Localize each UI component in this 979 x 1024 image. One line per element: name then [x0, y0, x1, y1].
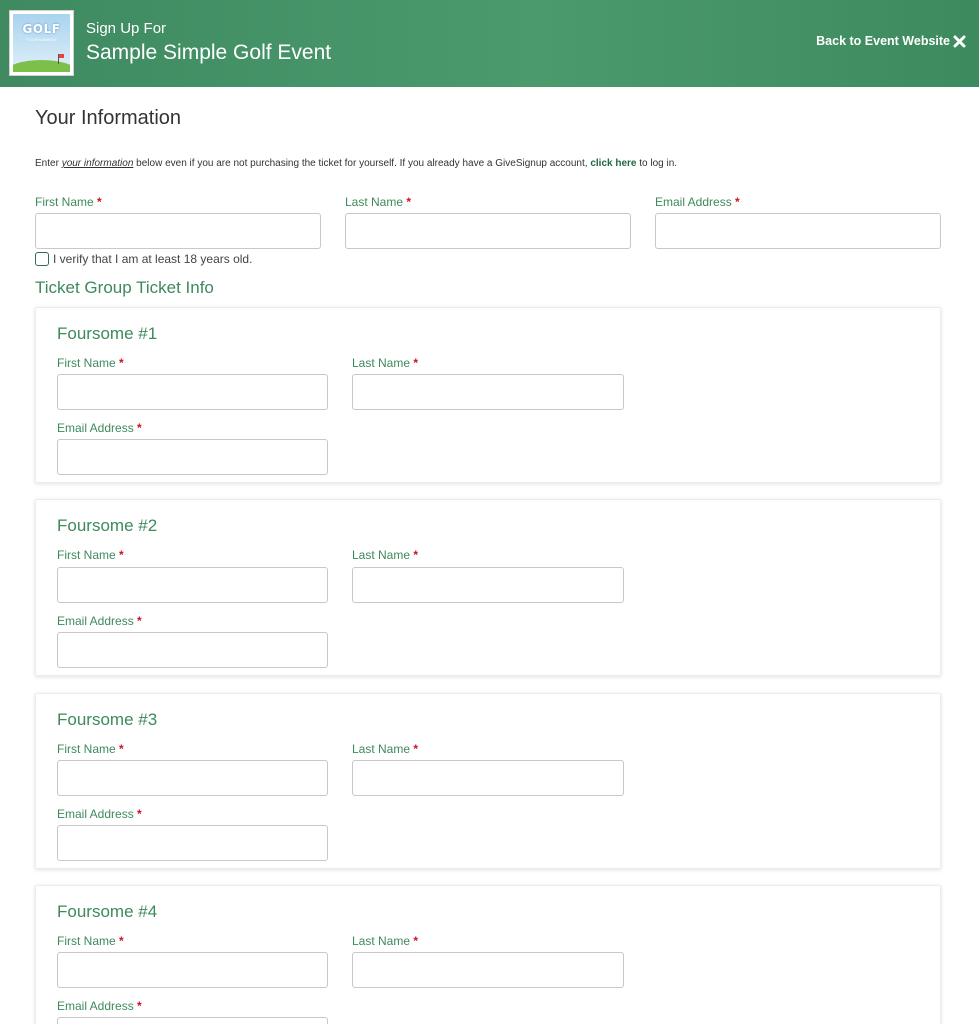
- event-logo: [9, 10, 74, 76]
- foursome-title: Foursome #3: [57, 710, 158, 729]
- age-verify-checkbox[interactable]: [35, 252, 49, 266]
- foursome-last-name-input[interactable]: [352, 760, 624, 796]
- your-information-title: Your Information: [35, 107, 182, 129]
- foursome-email-label: [57, 614, 142, 628]
- label-text: Last Name: [352, 934, 411, 948]
- label-text: Email Address: [57, 807, 134, 821]
- flag-icon: [58, 54, 59, 64]
- first-name-label: [35, 195, 102, 209]
- required-marker: *: [97, 195, 102, 209]
- email-label-text: Email Address: [655, 195, 732, 209]
- label-text: First Name: [57, 548, 116, 562]
- back-to-event-link[interactable]: [816, 34, 966, 48]
- foursome-card-3: [35, 693, 941, 869]
- foursome-first-name-label: [57, 934, 124, 948]
- intro-text: [35, 158, 677, 169]
- last-name-input[interactable]: [345, 213, 631, 249]
- signup-for-label: Sign Up For: [86, 20, 167, 37]
- label-text: Last Name: [352, 356, 411, 370]
- foursome-last-name-input[interactable]: [352, 567, 624, 603]
- foursome-email-label: [57, 807, 142, 821]
- foursome-email-input[interactable]: [57, 439, 328, 475]
- label-text: Email Address: [57, 421, 134, 435]
- foursome-last-name-label: [352, 742, 418, 756]
- logo-text: GOLF: [22, 22, 61, 36]
- main-content: [0, 87, 979, 1024]
- foursome-email-input[interactable]: [57, 1017, 328, 1024]
- required-marker: *: [137, 614, 142, 628]
- age-verify-label: I verify that I am at least 18 years old.: [53, 252, 253, 266]
- golf-logo-image: [13, 14, 70, 72]
- label-text: Email Address: [57, 614, 134, 628]
- foursome-email-input[interactable]: [57, 632, 328, 668]
- required-marker: *: [413, 356, 419, 370]
- foursome-last-name-label: [352, 934, 418, 948]
- required-marker: *: [119, 548, 124, 562]
- intro-emphasis: your information: [61, 158, 134, 169]
- foursome-first-name-input[interactable]: [57, 952, 328, 988]
- first-name-label-text: First Name: [35, 195, 94, 209]
- foursome-card-2: [35, 499, 941, 676]
- foursome-last-name-label: [352, 548, 418, 562]
- foursome-title: Foursome #1: [57, 324, 158, 343]
- close-icon: [953, 35, 966, 48]
- label-text: Last Name: [352, 548, 411, 562]
- age-verify-row: [35, 252, 252, 266]
- foursome-last-name-input[interactable]: [352, 374, 624, 410]
- required-marker: *: [119, 356, 124, 370]
- last-name-label-text: Last Name: [345, 195, 404, 209]
- logo-subtext: TOURNAMENT: [25, 37, 58, 42]
- foursome-title: Foursome #2: [57, 516, 158, 535]
- foursome-last-name-input[interactable]: [352, 952, 624, 988]
- foursome-first-name-label: [57, 742, 124, 756]
- required-marker: *: [413, 548, 419, 562]
- label-text: Email Address: [57, 999, 134, 1013]
- required-marker: *: [413, 742, 419, 756]
- foursome-card-1: [35, 307, 941, 483]
- foursome-first-name-input[interactable]: [57, 374, 328, 410]
- foursome-title: Foursome #4: [57, 902, 158, 921]
- event-title: Sample Simple Golf Event: [86, 41, 332, 64]
- required-marker: *: [137, 807, 142, 821]
- required-marker: *: [137, 421, 142, 435]
- foursome-email-label: [57, 999, 142, 1013]
- required-marker: *: [413, 934, 419, 948]
- foursome-last-name-label: [352, 356, 418, 370]
- login-link[interactable]: click here: [590, 158, 637, 169]
- first-name-input[interactable]: [35, 213, 321, 249]
- intro-suffix: to log in.: [636, 158, 678, 169]
- required-marker: *: [735, 195, 740, 209]
- ticket-group-title: Ticket Group Ticket Info: [35, 278, 214, 297]
- email-input[interactable]: [655, 213, 941, 249]
- label-text: First Name: [57, 356, 116, 370]
- foursome-first-name-label: [57, 548, 124, 562]
- required-marker: *: [119, 934, 124, 948]
- logo-grass: [13, 60, 70, 72]
- back-link-label: Back to Event Website: [816, 34, 950, 48]
- foursome-first-name-input[interactable]: [57, 567, 328, 603]
- foursome-email-input[interactable]: [57, 825, 328, 861]
- required-marker: *: [406, 195, 412, 209]
- email-label: [655, 195, 740, 209]
- required-marker: *: [119, 742, 124, 756]
- foursome-first-name-input[interactable]: [57, 760, 328, 796]
- intro-middle: below even if you are not purchasing the ticket for yourself. If you already have a GiveSignup account,: [133, 158, 591, 169]
- last-name-label: [345, 195, 411, 209]
- foursome-email-label: [57, 421, 142, 435]
- foursome-first-name-label: [57, 356, 124, 370]
- foursome-card-4: [35, 885, 941, 1024]
- label-text: First Name: [57, 934, 116, 948]
- label-text: First Name: [57, 742, 116, 756]
- label-text: Last Name: [352, 742, 411, 756]
- required-marker: *: [137, 999, 142, 1013]
- intro-prefix: Enter: [35, 158, 62, 169]
- page-header: [0, 0, 979, 87]
